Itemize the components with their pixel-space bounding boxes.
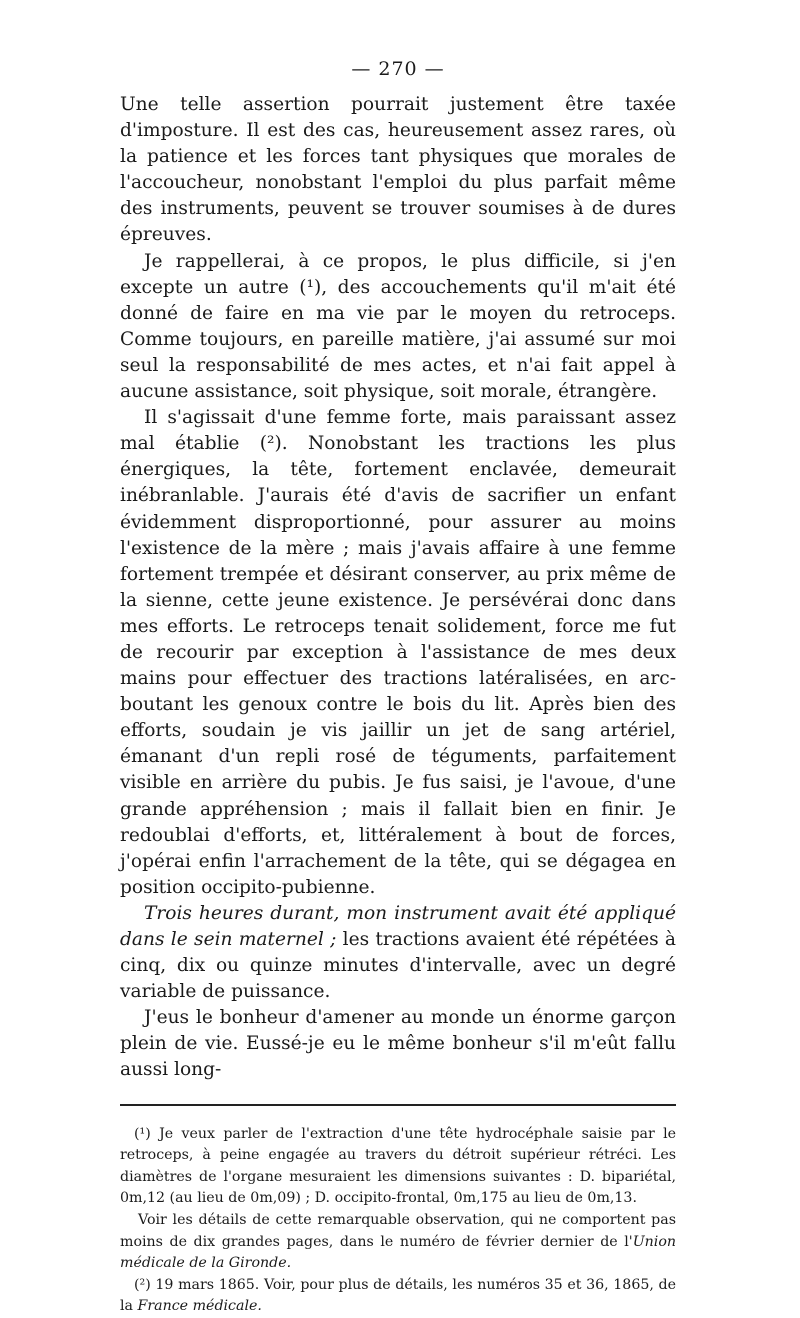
footnote-1-continuation bbox=[120, 1210, 676, 1275]
book-page bbox=[120, 58, 676, 1318]
footnotes bbox=[120, 1124, 676, 1318]
footnote-1-journal: Union médicale de la Gironde. bbox=[120, 1233, 676, 1272]
footnote-1-text: Je veux parler de l'extraction d'une tête hydrocéphale saisie par le retroceps, à peine engagée au travers du détroit supérieur rétréci. Les diamètres de l'organe mesuraient les dimensions suivantes : D. bipariétal, 0m,12 (au lieu de 0m,09) ; D. occipito-frontal, 0m,175 au lieu de 0m,13. bbox=[120, 1125, 676, 1207]
footnote-1-marker: (¹) bbox=[134, 1125, 151, 1142]
footnote-1-cont-text: Voir les détails de cette remarquable observation, qui ne comportent pas moins de dix grandes pages, dans le numéro de février dernier de l' bbox=[120, 1211, 676, 1250]
page-number: — 270 — bbox=[351, 58, 445, 80]
footnote-2-journal: France médicale. bbox=[137, 1298, 262, 1315]
paragraph-3: Il s'agissait d'une femme forte, mais paraissant assez mal établie (²). Nonobstant les tractions les plus énergiques, la tête, fortement enclavée, demeurait inébranlable. J'aurais été d'avis de sacrifier un enfant évidemment disproportionné, pour assurer au moins l'existence de la mère ; mais j'avais affaire à une femme fortement trempée et désirant conserver, au prix même de la sienne, cette jeune existence. Je persévérai donc dans mes efforts. Le retroceps tenait solidement, force me fut de recourir par exception à l'assistance de mes deux mains pour effectuer des tractions latéralisées, en arc-boutant les genoux contre le bois du lit. Après bien des efforts, soudain je vis jaillir un jet de sang artériel, émanant d'un repli rosé de téguments, parfaitement visible en arrière du pubis. Je fus saisi, je l'avoue, d'une grande appréhension ; mais il fallait bien en finir. Je redoublai d'efforts, et, littéralement à bout de forces, j'opérai enfin l'arrachement de la tête, qui se dégagea en position occipito-pubienne. bbox=[120, 407, 676, 898]
italic-emphasis: Trois heures durant, mon instrument avait été appliqué dans le sein maternel ; bbox=[120, 902, 676, 950]
footnote-2 bbox=[120, 1275, 676, 1318]
paragraph-2: Je rappellerai, à ce propos, le plus difficile, si j'en excepte un autre (¹), des accouchements qu'il m'ait été donné de faire en ma vie par le moyen du retroceps. Comme toujours, en pareille matière, j'ai assumé sur moi seul la responsabilité de mes actes, et n'ai fait appel à aucune assistance, soit physique, soit morale, étrangère. bbox=[120, 250, 676, 403]
paragraph-4-rest: les tractions avaient été répétées à cinq, dix ou quinze minutes d'intervalle, avec un degré variable de puissance. bbox=[120, 929, 676, 1003]
paragraph-1: Une telle assertion pourrait justement être taxée d'imposture. Il est des cas, heureusement assez rares, où la patience et les forces tant physiques que morales de l'accoucheur, nonobstant l'emploi du plus parfait même des instruments, peuvent se trouver soumises à de dures épreuves. bbox=[120, 94, 676, 246]
footnote-1 bbox=[120, 1124, 676, 1210]
paragraph-4 bbox=[120, 901, 676, 1005]
main-text bbox=[120, 92, 676, 1084]
footnote-divider bbox=[120, 1104, 676, 1106]
footnote-2-text: 19 mars 1865. Voir, pour plus de détails, les numéros 35 et 36, 1865, de la bbox=[120, 1276, 676, 1315]
paragraph-5: J'eus le bonheur d'amener au monde un énorme garçon plein de vie. Eussé-je eu le même bonheur s'il m'eût fallu aussi long- bbox=[120, 1007, 676, 1081]
footnote-2-marker: (²) bbox=[134, 1276, 151, 1293]
